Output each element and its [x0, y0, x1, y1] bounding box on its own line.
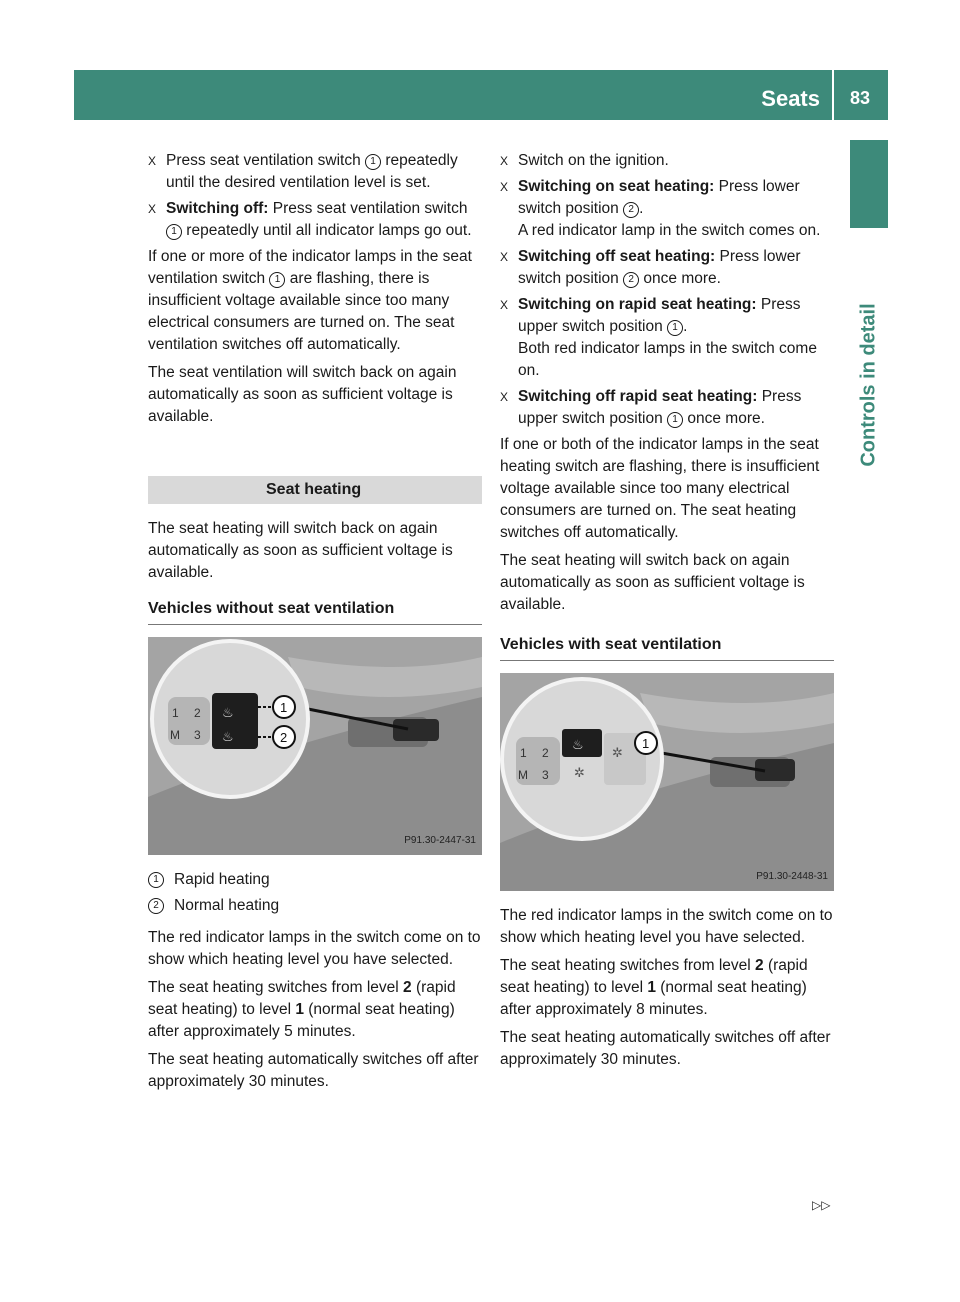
step-arrow-icon: X: [500, 390, 509, 404]
paragraph: The seat heating will switch back on again automatically as soon as sufficient voltage is available.: [148, 520, 453, 581]
svg-text:M: M: [518, 768, 528, 782]
paragraph: The seat heating will switch back on again automatically as soon as sufficient voltage is available.: [500, 552, 805, 613]
svg-text:1: 1: [520, 746, 527, 760]
figure-code: P91.30-2447-31: [404, 835, 476, 846]
callout-number: 2: [148, 898, 164, 914]
svg-text:♨: ♨: [572, 738, 584, 753]
callout-number: 1: [269, 272, 285, 288]
seat-heating-switch-illustration: [148, 637, 482, 855]
paragraph: The seat heating switches from level 2 (rapid seat heating) to level 1 (normal seat heating) after approximately 5 minutes.: [148, 979, 456, 1040]
legend-item: 2 Normal heating: [148, 895, 482, 917]
legend-item: 1 Rapid heating: [148, 869, 482, 891]
callout-number: 2: [623, 272, 639, 288]
step-arrow-icon: X: [500, 298, 509, 312]
step-item: X Switching off rapid seat heating: Press upper switch position 1 once more.: [500, 388, 802, 427]
section-title: Seat heating: [148, 476, 482, 504]
step-arrow-icon: X: [500, 250, 509, 264]
svg-text:1: 1: [280, 700, 288, 715]
paragraph: The red indicator lamps in the switch come on to show which heating level you have selected.: [148, 929, 481, 968]
callout-number: 1: [148, 872, 164, 888]
svg-text:✲: ✲: [574, 766, 585, 781]
svg-text:3: 3: [542, 768, 549, 782]
seat-heating-ventilation-switch-illustration: [500, 673, 834, 891]
svg-text:3: 3: [194, 728, 201, 742]
step-arrow-icon: X: [148, 154, 157, 168]
step-arrow-icon: X: [500, 180, 509, 194]
svg-text:✲: ✲: [612, 746, 623, 761]
subheading: Vehicles with seat ventilation: [500, 634, 834, 661]
step-item: X Switching off seat heating: Press lower switch position 2 once more.: [500, 248, 801, 287]
step-item: X Switching on seat heating: Press lower switch position 2 . A red indicator lamp in the switch comes on.: [500, 178, 821, 239]
step-item: X Switch on the ignition.: [500, 150, 834, 172]
left-column: [148, 150, 482, 1099]
page-header: [74, 70, 888, 120]
step-item: X Press seat ventilation switch 1 repeatedly until the desired ventilation level is set.: [148, 152, 458, 191]
step-arrow-icon: X: [500, 154, 509, 168]
figure-code: P91.30-2448-31: [756, 871, 828, 882]
chapter-title: Seats: [761, 86, 820, 111]
paragraph: If one or both of the indicator lamps in the seat heating switch are flashing, there is insufficient voltage available since too many electrical consumers are turned on. The seat heating switches off automatically.: [500, 436, 820, 541]
step-arrow-icon: X: [148, 202, 157, 216]
svg-text:♨: ♨: [222, 706, 234, 721]
paragraph: The red indicator lamps in the switch come on to show which heating level you have selected.: [500, 907, 833, 946]
paragraph: If one or more of the indicator lamps in the seat ventilation switch 1 are flashing, there is insufficient voltage available since too many electrical consumers are turned on. The seat ventilation switches off automatically.: [148, 248, 472, 353]
callout-number: 1: [166, 224, 182, 240]
svg-text:M: M: [170, 728, 180, 742]
svg-text:2: 2: [280, 730, 288, 745]
callout-number: 1: [667, 412, 683, 428]
page-number: 83: [849, 88, 870, 108]
svg-text:1: 1: [642, 736, 650, 751]
paragraph: The seat heating automatically switches off after approximately 30 minutes.: [500, 1029, 831, 1068]
side-tab: [850, 140, 888, 228]
svg-text:2: 2: [194, 706, 201, 720]
header-divider: [832, 70, 834, 120]
paragraph: The seat ventilation will switch back on again automatically as soon as sufficient voltage is available.: [148, 364, 457, 425]
continue-arrow-icon: ▷▷: [812, 1198, 831, 1212]
switch-figure: [500, 673, 834, 891]
step-item: X Switching off: Press seat ventilation switch 1 repeatedly until all indicator lamps go out.: [148, 200, 472, 239]
side-tab-label: Controls in detail: [857, 303, 880, 467]
switch-figure: [148, 637, 482, 855]
step-item: X Switching on rapid seat heating: Press upper switch position 1 . Both red indicator lamps in the switch come on.: [500, 296, 817, 379]
paragraph: The seat heating switches from level 2 (rapid seat heating) to level 1 (normal seat heating) after approximately 8 minutes.: [500, 957, 808, 1018]
callout-number: 1: [667, 320, 683, 336]
svg-text:1: 1: [172, 706, 179, 720]
callout-number: 2: [623, 202, 639, 218]
right-column: [500, 150, 834, 1077]
paragraph: The seat heating automatically switches off after approximately 30 minutes.: [148, 1051, 479, 1090]
svg-text:2: 2: [542, 746, 549, 760]
subheading: Vehicles without seat ventilation: [148, 598, 482, 625]
svg-text:♨: ♨: [222, 730, 234, 745]
callout-number: 1: [365, 154, 381, 170]
